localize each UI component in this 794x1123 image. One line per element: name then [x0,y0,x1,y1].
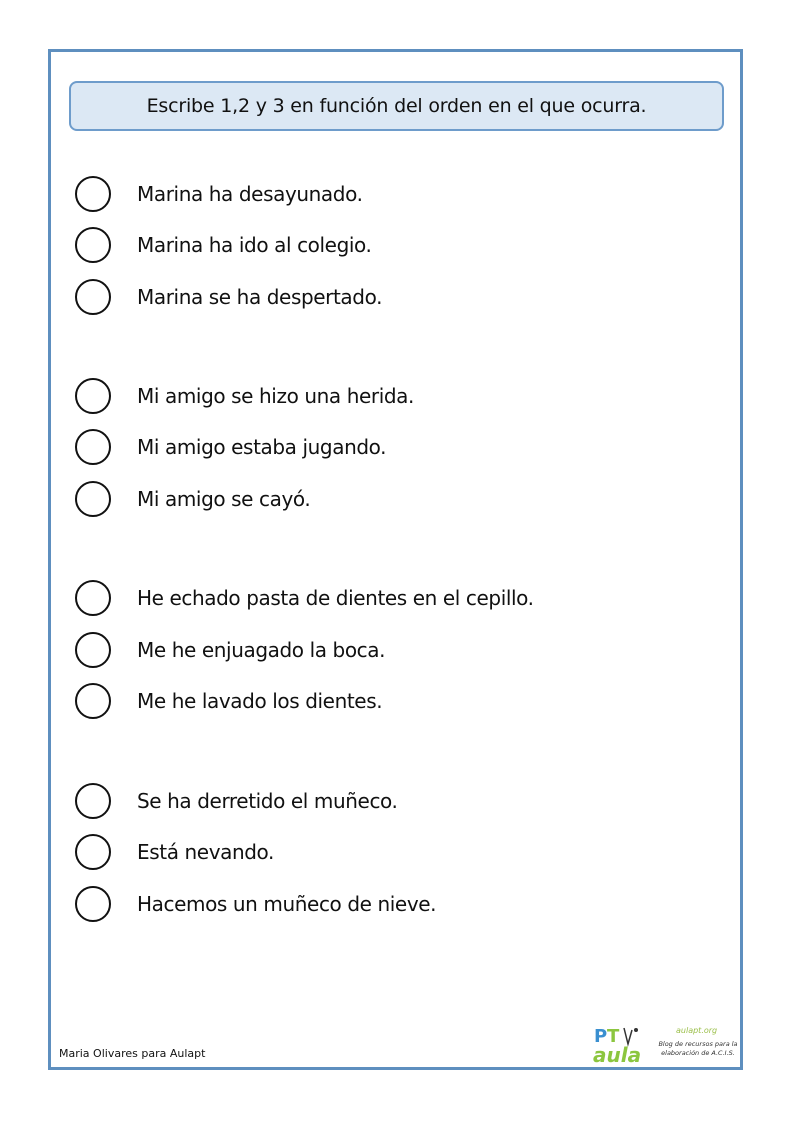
item-text: Marina ha desayunado. [137,182,363,206]
answer-circle[interactable] [75,378,111,414]
answer-circle[interactable] [75,279,111,315]
answer-circle[interactable] [75,632,111,668]
instruction-box [69,81,724,131]
answer-circle[interactable] [75,429,111,465]
logo-tagline: Blog de recursos para la elaboración de A.C.I.S. [658,1040,738,1057]
answer-circle[interactable] [75,683,111,719]
list-item [75,781,398,821]
item-text: Marina se ha despertado. [137,285,383,309]
item-text: Hacemos un muñeco de nieve. [137,892,437,916]
item-text: Me he lavado los dientes. [137,689,383,713]
list-item [75,832,274,872]
item-text: Mi amigo estaba jugando. [137,435,387,459]
item-text: Se ha derretido el muñeco. [137,789,398,813]
list-item [75,681,382,721]
answer-circle[interactable] [75,481,111,517]
list-item [75,376,414,416]
list-item [75,427,386,467]
item-text: Está nevando. [137,840,274,864]
item-text: Mi amigo se hizo una herida. [137,384,414,408]
item-text: Me he enjuagado la boca. [137,638,386,662]
aulapt-logo [592,1024,737,1066]
aulapt-logo-icon [592,1024,654,1066]
list-item [75,578,534,618]
item-text: Mi amigo se cayó. [137,487,311,511]
answer-circle[interactable] [75,227,111,263]
svg-text:T: T [607,1026,620,1047]
list-item [75,479,310,519]
list-item [75,884,436,924]
svg-text:aula: aula [593,1043,642,1066]
list-item [75,277,382,317]
list-item [75,174,363,214]
logo-url-text: aulapt.org [676,1026,718,1035]
footer-credit: Maria Olivares para Aulapt [59,1047,206,1060]
item-text: Marina ha ido al colegio. [137,233,372,257]
svg-text:P: P [594,1026,608,1047]
instruction-text: Escribe 1,2 y 3 en función del orden en el que ocurra. [146,95,647,117]
answer-circle[interactable] [75,783,111,819]
answer-circle[interactable] [75,834,111,870]
answer-circle[interactable] [75,580,111,616]
list-item [75,225,371,265]
list-item [75,630,385,670]
answer-circle[interactable] [75,176,111,212]
item-text: He echado pasta de dientes en el cepillo. [137,586,534,610]
answer-circle[interactable] [75,886,111,922]
